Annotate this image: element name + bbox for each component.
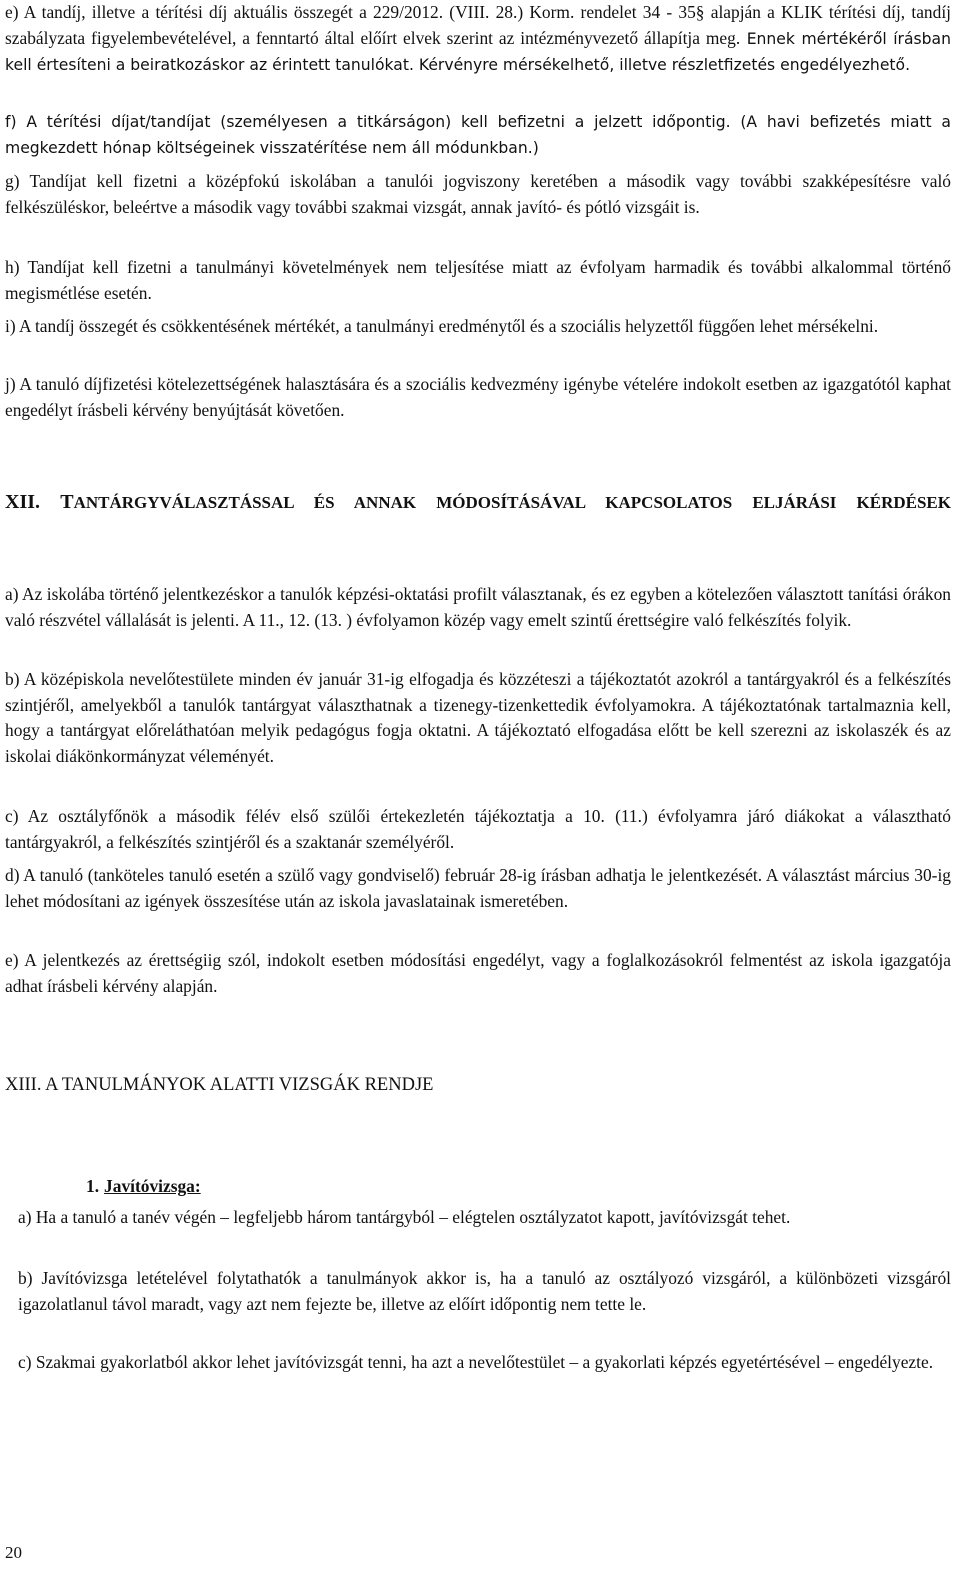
paragraph-11g: g) Tandíjat kell fizetni a középfokú iskolában a tanulói jogviszony keretében a második vagy további szakképesítésre való felkészüléskor, beleértve a második vagy további szakmai vizsgát, annak javító- és pótló vizsgáit is. (5, 171, 951, 217)
section-12-title: ANTÁRGYVÁLASZTÁSSAL ÉS ANNAK MÓDOSÍTÁSÁVAL KAPCSOLATOS ELJÁRÁSI KÉRDÉSEK (73, 493, 951, 512)
paragraph-13c: c) Szakmai gyakorlatból akkor lehet javítóvizsgát tenni, ha azt a nevelőtestület – a gyakorlati képzés egyetértésével – engedélyezte. (18, 1352, 934, 1372)
paragraph-11f: f) A térítési díjat/tandíjat (személyesen a titkárságon) kell befizetni a jelzett időpontig. (A havi befizetés miatt a megkezdett hónap költségeinek visszatérítése nem áll módunkban.) (5, 113, 951, 157)
page-number: 20 (5, 1543, 22, 1562)
section-12-heading (5, 490, 951, 516)
paragraph-11e (5, 0, 951, 79)
paragraph-11i: i) A tandíj összegét és csökkentésének mértékét, a tanulmányi eredménytől és a szociális helyzettől függően lehet mérsékelni. (5, 316, 879, 336)
subsection-1-heading (86, 1174, 201, 1200)
subsection-1-number: 1. (86, 1176, 100, 1196)
paragraph-11e-part2: Ennek mértékéről írásban kell értesíteni a beiratkozáskor az érintett tanulókat. Kérvényre mérsékelhető, illetve részletfizetés engedélyezhető. (5, 29, 951, 74)
paragraph-12a: a) Az iskolába történő jelentkezéskor a tanulók képzési-oktatási profilt választanak, és ez egyben a kötelezően választott tanítási órákon való részvétel vállalását is jelenti. A 11., 12. (13. ) évfolyamon közép vagy emelt szintű érettségire való felkészítés folyik. (5, 584, 951, 630)
paragraph-12c: c) Az osztályfőnök a második félév első szülői értekezletén tájékoztatja a 10. (11.) évfolyamra járó diákokat a választható tantárgyakról, a felkészítés szintjéről és a szaktanár személyéről. (5, 806, 951, 852)
paragraph-11j: j) A tanuló díjfizetési kötelezettségének halasztására és a szociális kedvezmény igénybe vételére indokolt esetben az igazgatótól kaphat engedélyt írásbeli kérvény benyújtását követően. (5, 374, 951, 420)
section-12-title-initial: T (60, 491, 74, 513)
section-13-heading: XIII. A TANULMÁNYOK ALATTI VIZSGÁK RENDJE (5, 1075, 434, 1095)
section-12-number: XII. (5, 491, 41, 513)
paragraph-11h: h) Tandíjat kell fizetni a tanulmányi követelmények nem teljesítése miatt az évfolyam harmadik és további alkalommal történő megismétlése esetén. (5, 257, 951, 303)
paragraph-12b: b) A középiskola nevelőtestülete minden év január 31-ig elfogadja és közzéteszi a tájékoztatót azokról a tantárgyakról és a felkészítés szintjéről, amelyekből a tanulók tantárgyat választhatnak a tizenegy-tizenkettedik évfolyamokra. A tájékoztatónak tartalmaznia kell, hogy a tantárgyat előreláthatóan melyik pedagógus fogja oktatni. A tájékoztató elfogadása előtt be kell szerezni az iskolaszék és az iskolai diákönkormányzat véleményét. (5, 669, 951, 766)
paragraph-12e: e) A jelentkezés az érettségiig szól, indokolt esetben módosítási engedélyt, vagy a foglalkozásokról felmentést az iskola igazgatója adhat írásbeli kérvény alapján. (5, 950, 951, 996)
paragraph-11e-part1: e) A tandíj, illetve a térítési díj aktuális összegét a 229/2012. (VIII. 28.) Korm. rendelet 34 - 35§ alapján a KLIK térítési díj, tandíj szabályzata figyelembevételével, a fenntartó által előírt elvek szerint az intézményvezető állapítja meg. (5, 2, 951, 48)
paragraph-13a: a) Ha a tanuló a tanév végén – legfeljebb három tantárgyból – elégtelen osztályzatot kapott, javítóvizsgát tehet. (18, 1207, 791, 1227)
subsection-1-title: Javítóvizsga: (104, 1176, 201, 1196)
paragraph-12d: d) A tanuló (tanköteles tanuló esetén a szülő vagy gondviselő) február 28-ig írásban adhatja le jelentkezését. A választást március 30-ig lehet módosítani az igények összesítése után az iskola javaslatainak ismeretében. (5, 865, 951, 911)
paragraph-13b: b) Javítóvizsga letételével folytathatók a tanulmányok akkor is, ha a tanuló az osztályozó vizsgáról, a különbözeti vizsgáról igazolatlanul távol maradt, vagy azt nem fejezte be, illetve az előírt időpontig nem tette le. (18, 1268, 951, 1314)
